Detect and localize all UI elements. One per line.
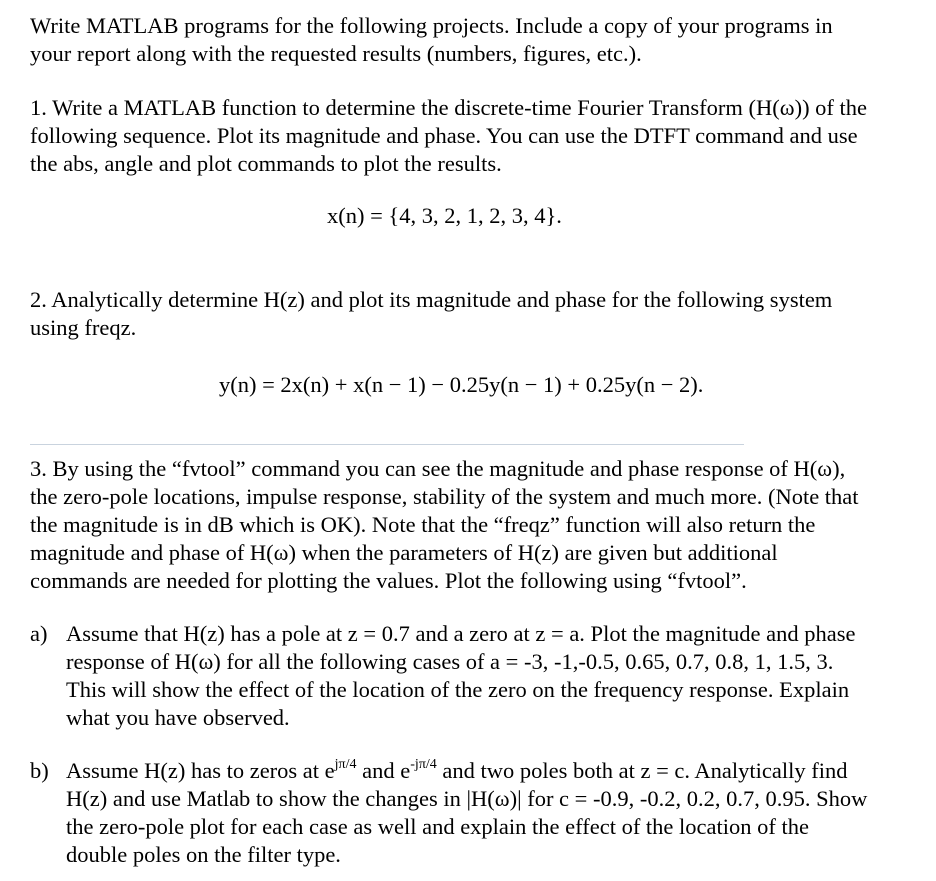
part-b-line bbox=[66, 757, 867, 785]
problem-1-line: following sequence. Plot its magnitude and phase. You can use the DTFT command and use bbox=[30, 123, 858, 148]
problem-2-equation: y(n) = 2x(n) + x(n − 1) − 0.25y(n − 1) + 0.25y(n − 2). bbox=[219, 372, 704, 397]
problem-1-line: 1. Write a MATLAB function to determine the discrete-time Fourier Transform (H(ω)) of the bbox=[30, 95, 868, 120]
problem-2 bbox=[30, 286, 832, 342]
problem-1-line: the abs, angle and plot commands to plot the results. bbox=[30, 151, 502, 176]
part-a-body bbox=[66, 620, 856, 732]
problem-1 bbox=[30, 94, 867, 178]
part-a-line: Assume that H(z) has a pole at z = 0.7 and a zero at z = a. Plot the magnitude and phase bbox=[66, 621, 856, 646]
problem-3-line: 3. By using the “fvtool” command you can see the magnitude and phase response of H(ω), bbox=[30, 456, 846, 481]
problem-3-line: the magnitude is in dB which is OK). Note that the “freqz” function will also return the bbox=[30, 512, 816, 537]
part-b-line: H(z) and use Matlab to show the changes in |H(ω)| for c = -0.9, -0.2, 0.2, 0.7, 0.95. Show bbox=[66, 786, 868, 811]
exponent-superscript: -jπ/4 bbox=[410, 756, 437, 772]
part-a-label: a) bbox=[30, 621, 48, 646]
part-a-line: response of H(ω) for all the following cases of a = -3, -1,-0.5, 0.65, 0.7, 0.8, 1, 1.5, 3. bbox=[66, 649, 834, 674]
problem-3 bbox=[30, 455, 859, 595]
problem-3-line: magnitude and phase of H(ω) when the parameters of H(z) are given but additional bbox=[30, 540, 778, 565]
part-b-text: and e bbox=[356, 758, 411, 783]
part-b-label: b) bbox=[30, 758, 49, 783]
part-b-body bbox=[66, 757, 867, 869]
problem-3-line: commands are needed for plotting the values. Plot the following using “fvtool”. bbox=[30, 568, 747, 593]
divider bbox=[30, 444, 744, 445]
part-b-text: Assume H(z) has to zeros at e bbox=[66, 758, 335, 783]
part-b-line: double poles on the filter type. bbox=[66, 842, 341, 867]
problem-1-equation: x(n) = {4, 3, 2, 1, 2, 3, 4}. bbox=[327, 203, 562, 228]
part-b-line: the zero-pole plot for each case as well and explain the effect of the location of the bbox=[66, 814, 810, 839]
problem-2-line: 2. Analytically determine H(z) and plot its magnitude and phase for the following system bbox=[30, 287, 833, 312]
intro-line: Write MATLAB programs for the following projects. Include a copy of your programs in bbox=[30, 13, 833, 38]
problem-3-line: the zero-pole locations, impulse response, stability of the system and much more. (Note that bbox=[30, 484, 859, 509]
intro-paragraph bbox=[30, 12, 930, 68]
part-a-line: what you have observed. bbox=[66, 705, 290, 730]
intro-line: your report along with the requested results (numbers, figures, etc.). bbox=[30, 41, 642, 66]
exponent-superscript: jπ/4 bbox=[334, 756, 357, 772]
part-a-line: This will show the effect of the location of the zero on the frequency response. Explain bbox=[66, 677, 850, 702]
problem-2-line: using freqz. bbox=[30, 315, 137, 340]
part-b-text: and two poles both at z = c. Analytically find bbox=[436, 758, 848, 783]
